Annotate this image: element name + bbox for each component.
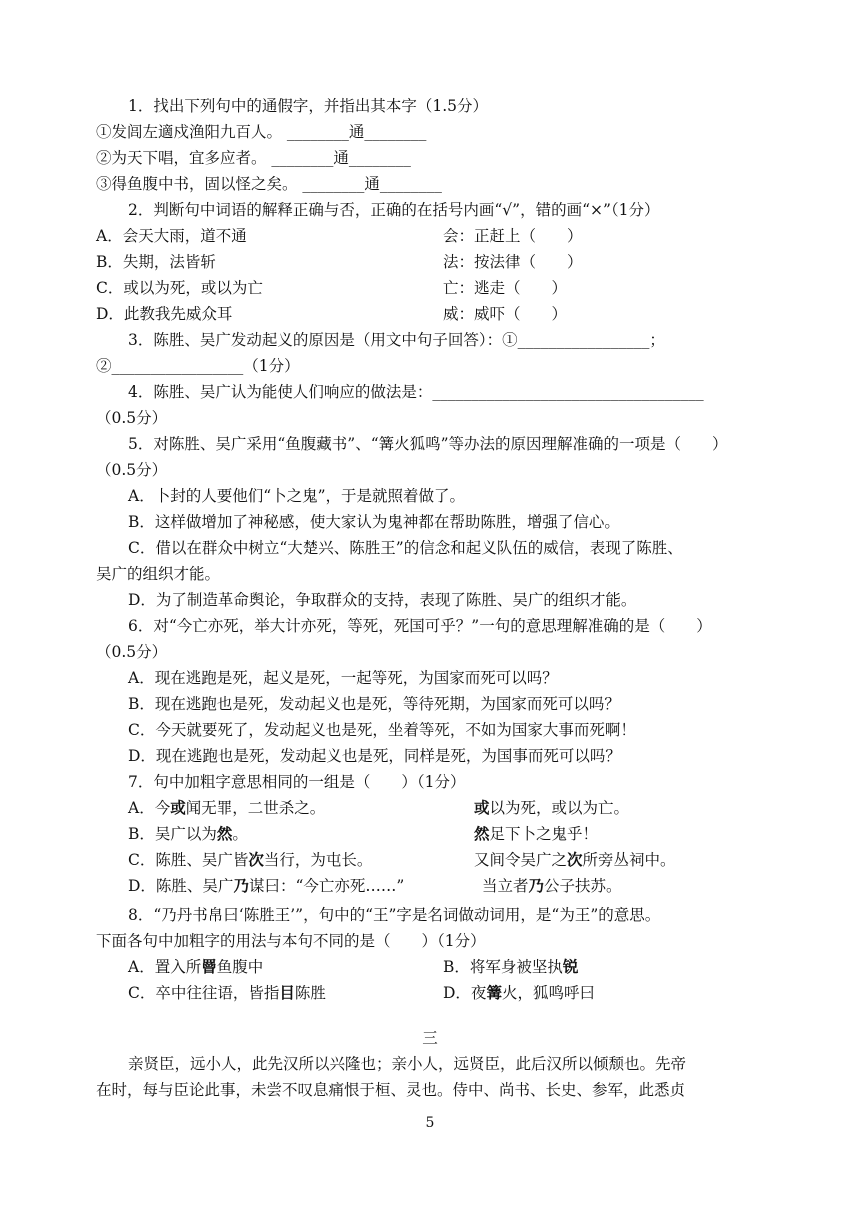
- q2-row-b-left: B．失期，法皆斩: [96, 253, 216, 271]
- q6-option-a: A．现在逃跑是死，起义是死，一起等死，为国家而死可以吗？: [128, 669, 558, 687]
- bold-char: 罾: [201, 958, 217, 976]
- bold-char: 或: [474, 799, 490, 817]
- bold-char: 次: [567, 851, 583, 869]
- q6-line2: （0.5分）: [96, 643, 168, 661]
- bold-char: 锐: [562, 958, 579, 976]
- bold-char: 次: [248, 851, 264, 869]
- q7-option-c-left: C．陈胜、吴广皆次当行，为屯长。: [128, 851, 373, 869]
- q5-option-c-line2: 吴广的组织才能。: [96, 565, 221, 583]
- bold-char: 然: [216, 825, 233, 843]
- q2-title: 2．判断句中词语的解释正确与否，正确的在括号内画“√”，错的画“×”（1分）: [128, 201, 660, 219]
- q4-line1: 4．陈胜、吴广认为能使人们响应的做法是：___________________________________: [128, 383, 704, 401]
- q5-option-b: B．这样做增加了神秘感，使大家认为鬼神都在帮助陈胜，增强了信心。: [128, 513, 620, 531]
- q8-option-a: A．置入所罾鱼腹中: [128, 958, 264, 976]
- q2-row-c-left: C．或以为死，或以为亡: [96, 279, 263, 297]
- q5-line2: （0.5分）: [96, 461, 168, 479]
- q2-row-d-right: 威：威吓（ ）: [443, 305, 568, 323]
- bold-char: 乃: [233, 877, 249, 895]
- q7-title: 7．句中加粗字意思相同的一组是（ ）（1分）: [128, 773, 466, 791]
- q6-option-c: C．今天就要死了，发动起义也是死，坐着等死，不如为国家大事而死啊！: [128, 721, 636, 739]
- q1-item-b: ②为天下唱，宜多应者。 ________通________: [96, 149, 411, 167]
- passage-line2: 在时，每与臣论此事，未尝不叹息痛恨于桓、灵也。侍中、尚书、长史、参军，此悉贞: [96, 1081, 686, 1099]
- bold-char: 目: [279, 984, 295, 1002]
- q7-option-d-left: D．陈胜、吴广乃谋曰：“今亡亦死……”: [128, 877, 405, 895]
- q6-line1: 6．对“今亡亦死，举大计亦死，等死，死国可乎？”一句的意思理解准确的是（ ）: [128, 617, 712, 635]
- passage-line1: 亲贤臣，远小人，此先汉所以兴隆也；亲小人，远贤臣，此后汉所以倾颓也。先帝: [128, 1055, 687, 1073]
- q8-line1: 8．“乃丹书帛曰‘陈胜王’”，句中的“王”字是名词做动词用，是“为王”的意思。: [128, 906, 661, 924]
- q1-title: 1．找出下列句中的通假字，并指出其本字（1.5分）: [128, 97, 489, 115]
- q3-line2: ②_________________（1分）: [96, 357, 300, 375]
- q8-line2: 下面各句中加粗字的用法与本句不同的是（ ）（1分）: [96, 932, 486, 950]
- section-heading: 三: [422, 1029, 438, 1047]
- bold-char: 或: [170, 799, 186, 817]
- bold-char: 乃: [528, 877, 545, 895]
- q8-option-d: D．夜篝火，狐鸣呼曰: [443, 984, 595, 1002]
- q6-option-d: D．现在逃跑也是死，发动起义也是死，同样是死，为国事而死可以吗？: [128, 747, 621, 765]
- q7-option-c-right: 又间令吴广之次所旁丛祠中。: [474, 851, 676, 869]
- q2-row-b-right: 法：按法律（ ）: [443, 253, 583, 271]
- q2-row-c-right: 亡：逃走（ ）: [443, 279, 568, 297]
- q7-option-a-left: A．今或闻无罪，二世杀之。: [128, 799, 326, 817]
- q1-item-a: ①发闾左適戍渔阳九百人。 ________通________: [96, 123, 427, 141]
- q6-option-b: B．现在逃跑也是死，发动起义也是死，等待死期，为国家而死可以吗？: [128, 695, 620, 713]
- bold-char: 然: [474, 825, 490, 843]
- q4-line2: （0.5分）: [96, 409, 168, 427]
- q7-option-b-right: 然足下卜之鬼乎！: [474, 825, 599, 843]
- q7-option-d-right: 当立者乃公子扶苏。: [482, 877, 622, 895]
- q2-row-a-left: A．会天大雨，道不通: [96, 227, 247, 245]
- q2-row-a-right: 会：正赶上（ ）: [443, 227, 583, 245]
- page-number: 5: [425, 1115, 435, 1131]
- q1-item-c: ③得鱼腹中书，固以怪之矣。 ________通________: [96, 175, 442, 193]
- q5-option-c-line1: C．借以在群众中树立“大楚兴、陈胜王”的信念和起义队伍的威信，表现了陈胜、: [128, 539, 683, 557]
- bold-char: 篝: [486, 984, 502, 1002]
- q2-row-d-left: D．此教我先威众耳: [96, 305, 233, 323]
- q8-option-b: B．将军身被坚执锐: [443, 958, 579, 976]
- q7-option-a-right: 或以为死，或以为亡。: [474, 799, 630, 817]
- q7-option-b-left: B．吴广以为然。: [128, 825, 248, 843]
- q5-line1: 5．对陈胜、吴广采用“鱼腹藏书”、“篝火狐鸣”等办法的原因理解准确的一项是（ ）: [128, 435, 728, 453]
- q8-option-c: C．卒中往往语，皆指目陈胜: [128, 984, 326, 1002]
- q5-option-d: D．为了制造革命舆论，争取群众的支持，表现了陈胜、吴广的组织才能。: [128, 591, 637, 609]
- q5-option-a: A．卜封的人要他们“卜之鬼”，于是就照着做了。: [128, 487, 466, 505]
- q3-line1: 3．陈胜、吴广发动起义的原因是（用文中句子回答）：①_________________；: [128, 331, 665, 349]
